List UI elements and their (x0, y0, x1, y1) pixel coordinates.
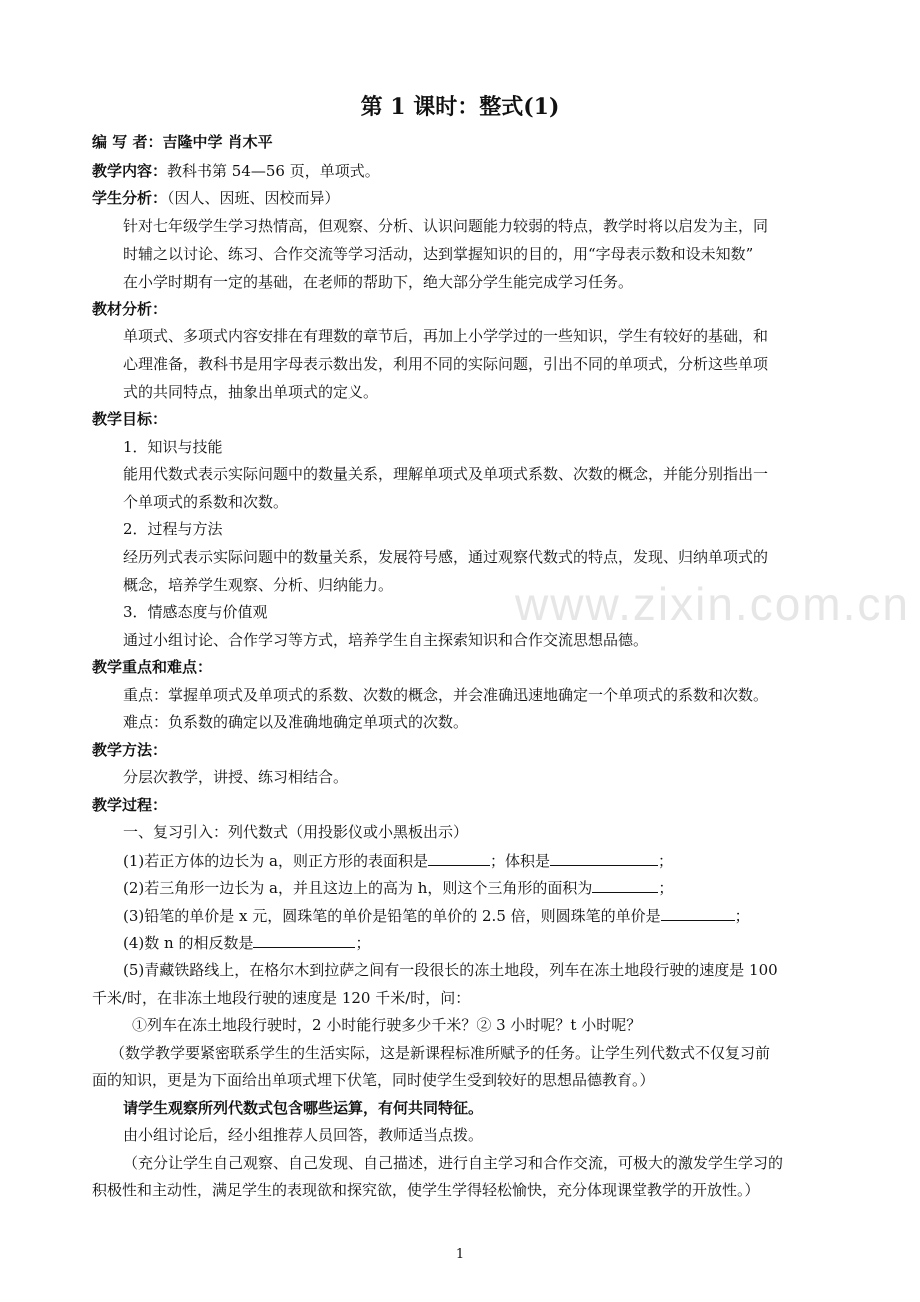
question-3 (123, 905, 750, 926)
paragraph-line: 心理准备，教科书是用字母表示数出发，利用不同的实际问题，引出不同的单项式，分析这些单项 (123, 355, 769, 373)
key-point: 重点：掌握单项式及单项式的系数、次数的概念，并会准确迅速地确定一个单项式的系数和次数。 (123, 686, 769, 704)
author-line: 编 写 者：吉隆中学 肖木平 (92, 133, 273, 151)
paragraph-line: 单项式、多项式内容安排在有理数的章节后，再加上小学学过的一些知识，学生有较好的基础，和 (123, 327, 769, 345)
paragraph-line: 概念，培养学生观察、分析、归纳能力。 (123, 576, 394, 594)
process-heading: 教学过程： (92, 796, 168, 814)
question-2 (123, 877, 673, 898)
question-text: ； (657, 852, 673, 870)
observe-prompt: 请学生观察所列代数式包含哪些运算，有何共同特征。 (123, 1099, 484, 1117)
question-4 (123, 932, 370, 953)
student-label: 学生分析： (92, 189, 168, 207)
goal-title: 3．情感态度与价值观 (123, 603, 268, 621)
goal-title: 2．过程与方法 (123, 520, 223, 538)
question-text: (4)数 n 的相反数是 (123, 934, 254, 952)
answer-blank (592, 877, 658, 893)
paragraph-line: 能用代数式表示实际问题中的数量关系，理解单项式及单项式系数、次数的概念，并能分别指出一 (123, 465, 769, 483)
student-analysis-heading (92, 188, 340, 208)
question-text: (3)铅笔的单价是 x 元，圆珠笔的单价是铅笔的单价的 2.5 倍，则圆珠笔的单价是 (123, 907, 661, 925)
goal-title: 1．知识与技能 (123, 438, 223, 456)
content-line (92, 161, 380, 181)
watermark: www.zixin.com.cn (515, 578, 910, 630)
page-title: 第 1 课时：整式(1) (360, 94, 560, 120)
question-text: (2)若三角形一边长为 a，并且这边上的高为 h，则这个三角形的面积为 (123, 879, 593, 897)
teaching-note: 积极性和主动性，满足学生的表现欲和探究欲，使学生学得轻松愉快，充分体现课堂教学的开放性。） (92, 1181, 760, 1199)
method-heading: 教学方法： (92, 741, 168, 759)
keypoints-heading: 教学重点和难点： (92, 658, 213, 676)
paragraph-line: 个单项式的系数和次数。 (123, 493, 289, 511)
teaching-note: （充分让学生自己观察、自己发现、自己描述，进行自主学习和合作交流，可极大的激发学生学习的 (123, 1154, 784, 1172)
student-note: （因人、因班、因校而异） (167, 189, 340, 207)
answer-blank (253, 932, 355, 948)
question-text: ； (658, 879, 674, 897)
paragraph-line: 通过小组讨论、合作学习等方式，培养学生自主探索知识和合作交流思想品德。 (123, 631, 649, 649)
question-5: (5)青藏铁路线上，在格尔木到拉萨之间有一段很长的冻土地段，列车在冻土地段行驶的速度是 100 (123, 961, 778, 979)
content-text: 教科书第 54—56 页，单项式。 (167, 162, 380, 180)
answer-blank (428, 850, 490, 866)
question-text: ； (355, 934, 371, 952)
method-text: 分层次教学，讲授、练习相结合。 (123, 768, 349, 786)
question-1 (123, 850, 673, 871)
teaching-note: （数学教学要紧密联系学生的生活实际，这是新课程标准所赋予的任务。让学生列代数式不仅复习前 (110, 1044, 771, 1062)
material-heading: 教材分析： (92, 300, 168, 318)
question-text: (1)若正方体的边长为 a，则正方形的表面积是 (123, 852, 428, 870)
question-text: ；体积是 (489, 852, 550, 870)
paragraph-line: 式的共同特点，抽象出单项式的定义。 (123, 383, 379, 401)
goals-heading: 教学目标： (92, 410, 168, 428)
paragraph-line: 经历列式表示实际问题中的数量关系，发展符号感，通过观察代数式的特点，发现、归纳单项式的 (123, 548, 769, 566)
question-5-sub: ①列车在冻土地段行驶时，2 小时能行驶多少千米？② 3 小时呢？t 小时呢？ (132, 1016, 642, 1034)
intro-line: 一、复习引入：列代数式（用投影仪或小黑板出示） (123, 823, 469, 841)
answer-blank (661, 905, 735, 921)
question-text: ； (734, 907, 750, 925)
paragraph-line: 时辅之以讨论、练习、合作交流等学习活动，达到掌握知识的目的，用“字母表示数和设未知数” (123, 245, 754, 263)
page-number: 1 (455, 1247, 465, 1262)
question-5-cont: 千米/时，在非冻土地段行驶的速度是 120 千米/时，问： (92, 989, 471, 1007)
content-label: 教学内容： (92, 162, 168, 180)
discuss-line: 由小组讨论后，经小组推荐人员回答，教师适当点拨。 (123, 1126, 484, 1144)
paragraph-line: 在小学时期有一定的基础，在老师的帮助下，绝大部分学生能完成学习任务。 (123, 273, 634, 291)
answer-blank (550, 850, 658, 866)
paragraph-line: 针对七年级学生学习热情高，但观察、分析、认识问题能力较弱的特点，教学时将以启发为主，同 (123, 217, 769, 235)
teaching-note: 面的知识，更是为下面给出单项式埋下伏笔，同时使学生受到较好的思想品德教育。） (92, 1071, 655, 1089)
difficulty-point: 难点：负系数的确定以及准确地确定单项式的次数。 (123, 713, 469, 731)
